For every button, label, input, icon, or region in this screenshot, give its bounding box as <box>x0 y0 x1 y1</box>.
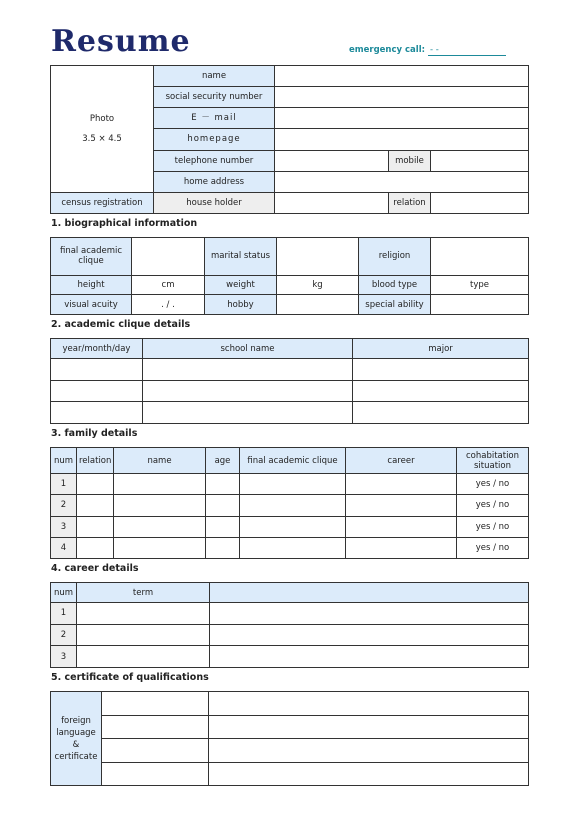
family-career-field[interactable] <box>346 495 457 516</box>
address-field[interactable] <box>275 171 529 192</box>
academic-header-major: major <box>353 339 529 359</box>
academic-major-field[interactable] <box>353 359 529 381</box>
table-row <box>51 537 529 558</box>
page-title: Resume <box>51 24 191 59</box>
photo-box[interactable] <box>51 66 154 193</box>
height-label: height <box>51 275 132 295</box>
homepage-label: homepage <box>154 129 275 150</box>
hobby-label: hobby <box>205 295 277 315</box>
emergency-call <box>349 45 506 56</box>
blood-type-field[interactable]: type <box>431 275 529 295</box>
emergency-call-field[interactable]: - - <box>428 45 506 56</box>
family-age-field[interactable] <box>206 474 240 495</box>
certificate-detail-field[interactable] <box>209 739 529 763</box>
certificate-detail-field[interactable] <box>209 715 529 739</box>
family-age-field[interactable] <box>206 537 240 558</box>
mobile-field[interactable] <box>431 150 529 171</box>
family-header-relation: relation <box>77 448 114 474</box>
certificate-table <box>50 691 529 786</box>
telephone-field[interactable] <box>275 150 389 171</box>
table-row <box>51 402 529 424</box>
religion-label: religion <box>359 238 431 276</box>
table-row <box>51 516 529 537</box>
personal-info-table <box>50 65 529 214</box>
career-term-field[interactable] <box>77 603 210 625</box>
family-name-field[interactable] <box>114 495 206 516</box>
blood-type-label: blood type <box>359 275 431 295</box>
section-career-title: 4. career details <box>51 563 139 574</box>
family-relation-field[interactable] <box>77 516 114 537</box>
weight-label: weight <box>205 275 277 295</box>
section-family-title: 3. family details <box>51 428 138 439</box>
table-row <box>51 359 529 381</box>
career-row-num: 2 <box>51 624 77 646</box>
height-field[interactable]: cm <box>132 275 205 295</box>
address-label: home address <box>154 171 275 192</box>
career-row-num: 1 <box>51 603 77 625</box>
certificate-name-field[interactable] <box>102 739 209 763</box>
email-label: E － mail <box>154 108 275 129</box>
email-field[interactable] <box>275 108 529 129</box>
career-detail-field[interactable] <box>210 603 529 625</box>
certificate-name-field[interactable] <box>102 692 209 716</box>
family-name-field[interactable] <box>114 537 206 558</box>
relation-label: relation <box>389 192 431 213</box>
ssn-field[interactable] <box>275 87 529 108</box>
family-cohabitation-field[interactable]: yes / no <box>457 537 529 558</box>
academic-table <box>50 338 529 424</box>
academic-major-field[interactable] <box>353 402 529 424</box>
final-academic-field[interactable] <box>132 238 205 276</box>
visual-acuity-label: visual acuity <box>51 295 132 315</box>
career-header-term: term <box>77 583 210 603</box>
family-career-field[interactable] <box>346 474 457 495</box>
table-row <box>51 474 529 495</box>
family-row-num: 3 <box>51 516 77 537</box>
section-certificate-title: 5. certificate of qualifications <box>51 672 209 683</box>
family-row-num: 1 <box>51 474 77 495</box>
career-header-detail <box>210 583 529 603</box>
weight-field[interactable]: kg <box>277 275 359 295</box>
hobby-field[interactable] <box>277 295 359 315</box>
religion-field[interactable] <box>431 238 529 276</box>
academic-school-field[interactable] <box>143 402 353 424</box>
family-career-field[interactable] <box>346 516 457 537</box>
emergency-call-label: emergency call: <box>349 45 426 55</box>
biographical-table <box>50 237 529 315</box>
mobile-label: mobile <box>389 150 431 171</box>
family-header-num: num <box>51 448 77 474</box>
family-age-field[interactable] <box>206 495 240 516</box>
career-header-num: num <box>51 583 77 603</box>
homepage-field[interactable] <box>275 129 529 150</box>
family-header-age: age <box>206 448 240 474</box>
career-table <box>50 582 529 668</box>
family-header-cohabitation: cohabitation situation <box>457 448 529 474</box>
certificate-label: foreign language & certificate <box>51 692 102 786</box>
house-holder-label: house holder <box>154 192 275 213</box>
certificate-name-field[interactable] <box>102 715 209 739</box>
family-academic-field[interactable] <box>240 516 346 537</box>
career-row-num: 3 <box>51 646 77 668</box>
academic-header-date: year/month/day <box>51 339 143 359</box>
family-relation-field[interactable] <box>77 474 114 495</box>
family-header-career: career <box>346 448 457 474</box>
census-label: census registration <box>51 192 154 213</box>
family-cohabitation-field[interactable]: yes / no <box>457 474 529 495</box>
family-header-academic: final academic clique <box>240 448 346 474</box>
family-age-field[interactable] <box>206 516 240 537</box>
marital-status-field[interactable] <box>277 238 359 276</box>
section-biographical-title: 1. biographical information <box>51 218 198 229</box>
table-row <box>51 646 529 668</box>
career-term-field[interactable] <box>77 646 210 668</box>
family-header-name: name <box>114 448 206 474</box>
table-row <box>51 624 529 646</box>
academic-header-school: school name <box>143 339 353 359</box>
career-term-field[interactable] <box>77 624 210 646</box>
academic-date-field[interactable] <box>51 380 143 402</box>
family-career-field[interactable] <box>346 537 457 558</box>
table-row <box>51 603 529 625</box>
certificate-name-field[interactable] <box>102 762 209 786</box>
family-relation-field[interactable] <box>77 537 114 558</box>
name-field[interactable] <box>275 66 529 87</box>
final-academic-label: final academic clique <box>51 238 132 276</box>
certificate-detail-field[interactable] <box>209 692 529 716</box>
photo-size: 3.5 × 4.5 <box>82 133 122 144</box>
marital-status-label: marital status <box>205 238 277 276</box>
special-ability-label: special ability <box>359 295 431 315</box>
family-relation-field[interactable] <box>77 495 114 516</box>
name-label: name <box>154 66 275 87</box>
table-row <box>51 495 529 516</box>
family-row-num: 4 <box>51 537 77 558</box>
academic-date-field[interactable] <box>51 402 143 424</box>
family-cohabitation-field[interactable]: yes / no <box>457 495 529 516</box>
academic-school-field[interactable] <box>143 380 353 402</box>
academic-school-field[interactable] <box>143 359 353 381</box>
certificate-detail-field[interactable] <box>209 762 529 786</box>
career-detail-field[interactable] <box>210 624 529 646</box>
career-detail-field[interactable] <box>210 646 529 668</box>
special-ability-field[interactable] <box>431 295 529 315</box>
academic-date-field[interactable] <box>51 359 143 381</box>
academic-major-field[interactable] <box>353 380 529 402</box>
table-row <box>51 380 529 402</box>
family-cohabitation-field[interactable]: yes / no <box>457 516 529 537</box>
family-table <box>50 447 529 559</box>
family-name-field[interactable] <box>114 474 206 495</box>
relation-field[interactable] <box>431 192 529 213</box>
telephone-label: telephone number <box>154 150 275 171</box>
family-row-num: 2 <box>51 495 77 516</box>
ssn-label: social security number <box>154 87 275 108</box>
visual-acuity-field[interactable]: . / . <box>132 295 205 315</box>
family-academic-field[interactable] <box>240 537 346 558</box>
section-academic-title: 2. academic clique details <box>51 319 191 330</box>
family-academic-field[interactable] <box>240 495 346 516</box>
house-holder-field[interactable] <box>275 192 389 213</box>
family-name-field[interactable] <box>114 516 206 537</box>
photo-label: Photo <box>89 113 115 124</box>
family-academic-field[interactable] <box>240 474 346 495</box>
